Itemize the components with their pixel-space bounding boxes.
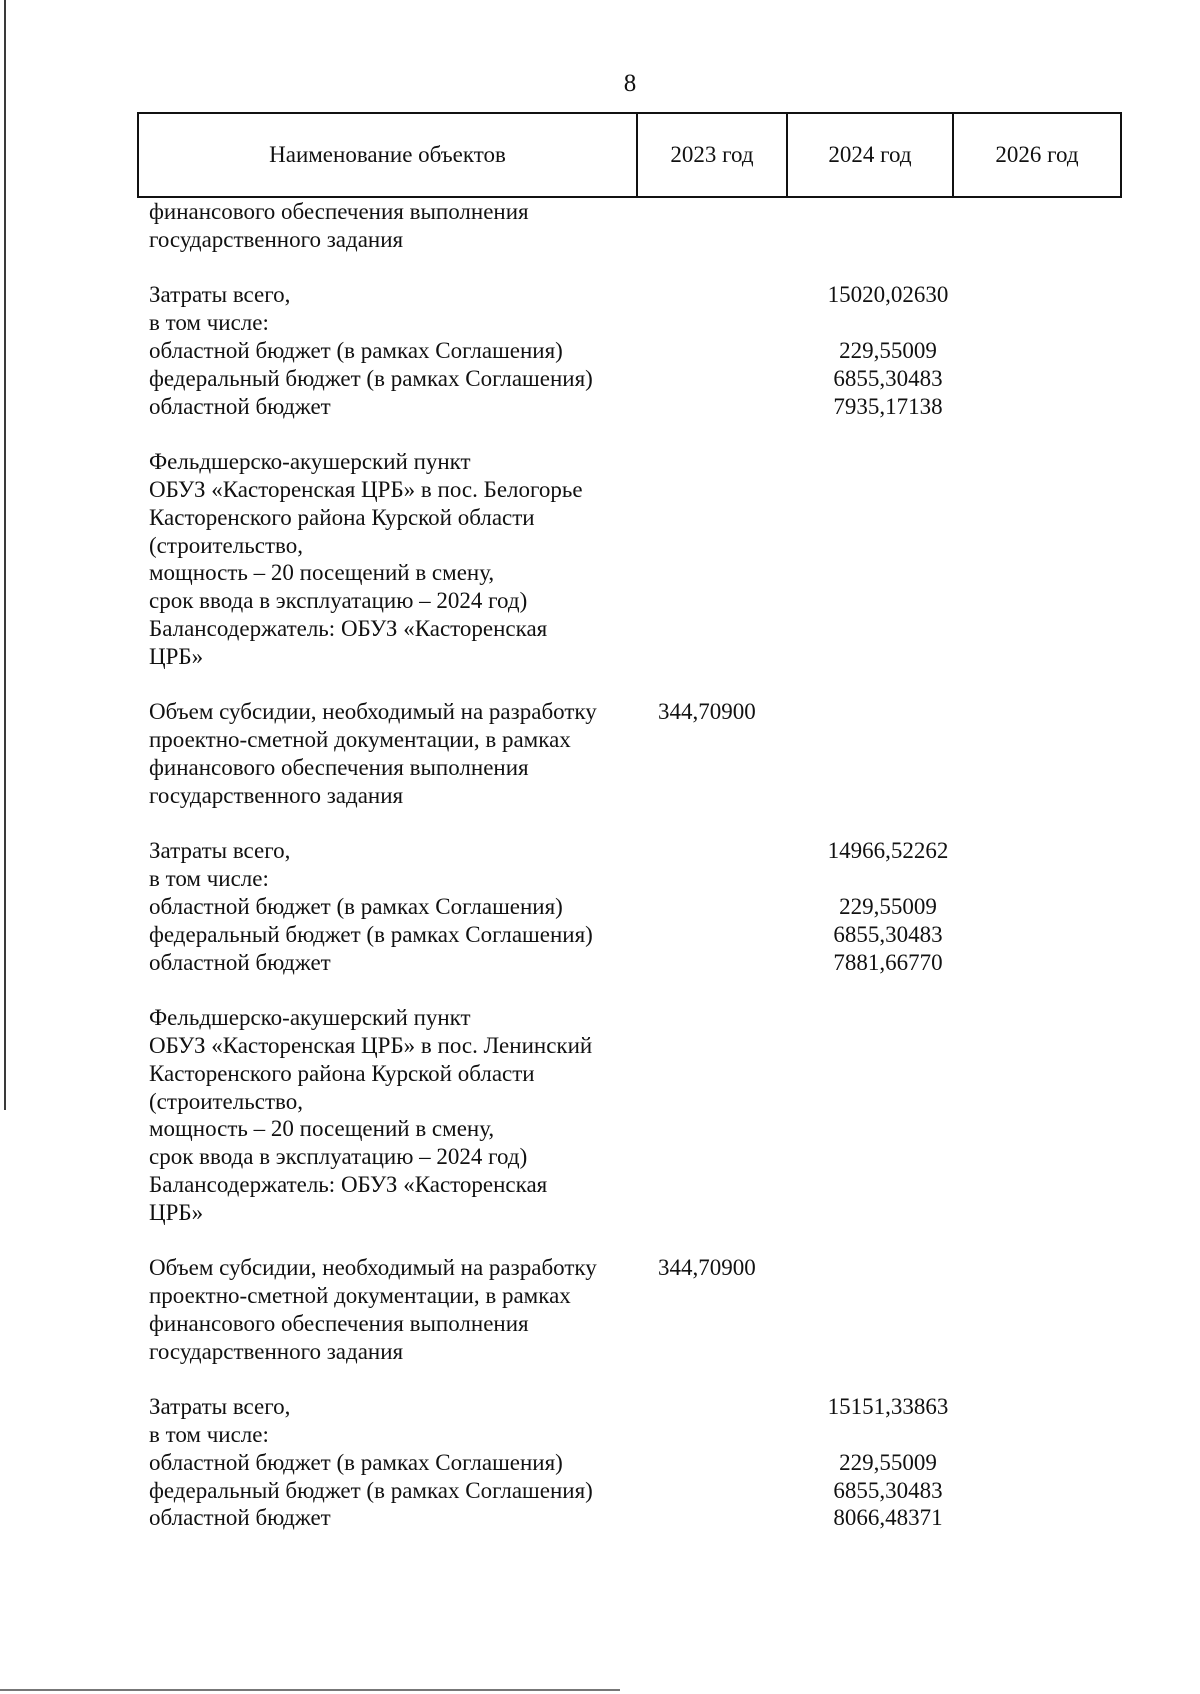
page-number: 8 (623, 70, 637, 97)
row-value-2023 (658, 643, 813, 671)
row-value-2024 (813, 1282, 963, 1310)
row-value-2026 (963, 921, 1109, 949)
row-spacer (149, 254, 1109, 282)
row-spacer (149, 976, 1109, 1004)
row-value-2023 (658, 1171, 813, 1199)
row-value-2023 (658, 393, 813, 421)
row-value-2024 (813, 1004, 963, 1032)
row-name-cell: ЦРБ» (149, 643, 204, 669)
row-value-2026 (963, 198, 1109, 226)
row-value-2026 (963, 1421, 1109, 1449)
row-value-2023 (658, 837, 813, 865)
row-value-2026 (963, 1338, 1109, 1366)
row-value-2024 (813, 865, 963, 893)
row-name-cell: проектно-сметной документации, в рамках (149, 1283, 571, 1309)
column-header-2026: 2026 год (995, 142, 1079, 167)
row-spacer (149, 671, 1109, 699)
row-value-2026 (963, 1115, 1109, 1143)
row-value-2024: 6855,30483 (833, 1477, 943, 1503)
row-value-2023 (658, 893, 813, 921)
table-row (149, 643, 1109, 671)
row-name-cell: областной бюджет (149, 949, 331, 975)
row-name-cell: в том числе: (149, 310, 269, 336)
table-row (149, 1115, 1109, 1143)
row-value-2023 (658, 226, 813, 254)
row-value-2024: 6855,30483 (833, 365, 943, 391)
row-value-2023 (658, 1393, 813, 1421)
table-row (149, 1088, 1109, 1116)
row-value-2026 (963, 865, 1109, 893)
row-value-2026 (963, 698, 1109, 726)
row-name-cell: Касторенского района Курской области (149, 1060, 535, 1086)
row-value-2023 (658, 1088, 813, 1116)
table-row (149, 1004, 1109, 1032)
row-value-2024: 7881,66770 (833, 949, 943, 975)
row-value-2024: 15020,02630 (827, 282, 949, 308)
row-value-2024 (813, 754, 963, 782)
row-value-2023 (658, 1310, 813, 1338)
row-name-cell: Объем субсидии, необходимый на разработку (149, 1255, 597, 1281)
row-value-2026 (963, 504, 1109, 532)
row-value-2026 (963, 949, 1109, 977)
row-value-2026 (963, 559, 1109, 587)
row-value-2024 (813, 782, 963, 810)
table-row (149, 1421, 1109, 1449)
row-name-cell: государственного задания (149, 226, 404, 252)
row-value-2026 (963, 532, 1109, 560)
table-row (149, 1310, 1109, 1338)
row-value-2024 (813, 309, 963, 337)
table-row (149, 1143, 1109, 1171)
row-value-2023 (658, 1199, 813, 1227)
column-header-2024: 2024 год (788, 114, 954, 196)
row-value-2024 (813, 198, 963, 226)
row-value-2024 (813, 1171, 963, 1199)
row-name-cell: областной бюджет (в рамках Соглашения) (149, 337, 563, 363)
row-value-2023 (658, 1143, 813, 1171)
row-value-2024 (813, 1088, 963, 1116)
row-value-2023 (658, 1060, 813, 1088)
row-value-2024 (813, 1143, 963, 1171)
row-value-2026 (963, 1199, 1109, 1227)
table-row (149, 1449, 1109, 1477)
row-name-cell: Касторенского района Курской области (149, 504, 535, 530)
row-value-2026 (963, 1254, 1109, 1282)
row-value-2026 (963, 337, 1109, 365)
row-value-2026 (963, 1171, 1109, 1199)
row-value-2023 (658, 1338, 813, 1366)
row-value-2024: 7935,17138 (833, 393, 943, 419)
table-row (149, 476, 1109, 504)
row-value-2023 (658, 504, 813, 532)
row-value-2024: 229,55009 (839, 337, 937, 363)
row-value-2026 (963, 365, 1109, 393)
row-name-cell: финансового обеспечения выполнения (149, 754, 529, 780)
row-value-2023 (658, 448, 813, 476)
table-row (149, 726, 1109, 754)
table-row (149, 226, 1109, 254)
row-value-2023 (658, 1421, 813, 1449)
row-name-cell: Затраты всего, (149, 282, 291, 308)
row-value-2026 (963, 1393, 1109, 1421)
row-value-2023 (658, 476, 813, 504)
row-value-2026 (963, 1477, 1109, 1505)
row-value-2026 (963, 726, 1109, 754)
scan-edge-bottom (0, 1689, 620, 1691)
row-value-2024 (813, 504, 963, 532)
row-value-2023 (658, 921, 813, 949)
row-value-2023 (658, 559, 813, 587)
row-name-cell: областной бюджет (149, 393, 331, 419)
row-name-cell: (строительство, (149, 1088, 303, 1114)
row-value-2024 (813, 1199, 963, 1227)
row-value-2024 (813, 1032, 963, 1060)
row-name-cell: областной бюджет (в рамках Соглашения) (149, 1449, 563, 1475)
row-name-cell: областной бюджет (149, 1505, 331, 1531)
row-value-2024: 15151,33863 (827, 1394, 949, 1420)
row-name-cell: финансового обеспечения выполнения (149, 199, 529, 224)
row-value-2024 (813, 587, 963, 615)
row-value-2026 (963, 1088, 1109, 1116)
row-value-2026 (963, 1143, 1109, 1171)
row-name-cell: финансового обеспечения выполнения (149, 1310, 529, 1336)
row-value-2024: 229,55009 (839, 893, 937, 919)
row-value-2023 (658, 754, 813, 782)
row-value-2023 (658, 1504, 813, 1532)
row-value-2024: 229,55009 (839, 1449, 937, 1475)
row-value-2026 (963, 837, 1109, 865)
table-row (149, 1393, 1109, 1421)
table-row (149, 198, 1109, 226)
table-row (149, 615, 1109, 643)
table-row (149, 1032, 1109, 1060)
row-value-2023 (658, 337, 813, 365)
table-row (149, 393, 1109, 421)
row-value-2023 (658, 1032, 813, 1060)
row-name-cell: государственного задания (149, 782, 404, 808)
row-name-cell: федеральный бюджет (в рамках Соглашения) (149, 921, 593, 947)
table-row (149, 865, 1109, 893)
table-row (149, 837, 1109, 865)
row-value-2024 (813, 615, 963, 643)
row-name-cell: ЦРБ» (149, 1199, 204, 1225)
row-value-2023 (658, 865, 813, 893)
row-spacer (149, 1365, 1109, 1393)
row-name-cell: Фельдшерско-акушерский пункт (149, 1005, 471, 1031)
row-spacer (149, 810, 1109, 838)
row-value-2024 (813, 1060, 963, 1088)
column-header-2023: 2023 год (638, 114, 788, 196)
row-value-2023: 344,70900 (658, 699, 756, 725)
row-value-2023 (658, 1115, 813, 1143)
table-row (149, 949, 1109, 977)
table-header (137, 112, 1122, 198)
row-value-2024 (813, 532, 963, 560)
row-value-2023 (658, 281, 813, 309)
row-value-2026 (963, 1504, 1109, 1532)
table-row (149, 893, 1109, 921)
row-value-2024 (813, 226, 963, 254)
row-value-2024 (813, 448, 963, 476)
row-value-2024 (813, 643, 963, 671)
table-row (149, 1282, 1109, 1310)
row-name-cell: в том числе: (149, 1422, 269, 1448)
table-row (149, 1338, 1109, 1366)
row-value-2023 (658, 1449, 813, 1477)
row-value-2026 (963, 1310, 1109, 1338)
row-name-cell: Объем субсидии, необходимый на разработку (149, 699, 597, 725)
row-value-2024 (813, 1338, 963, 1366)
row-value-2023 (658, 365, 813, 393)
row-value-2026 (963, 1060, 1109, 1088)
row-value-2024: 8066,48371 (833, 1505, 943, 1531)
row-value-2026 (963, 1032, 1109, 1060)
row-value-2026 (963, 448, 1109, 476)
row-name-cell: (строительство, (149, 532, 303, 558)
table-body (149, 198, 1109, 1532)
table-row (149, 698, 1109, 726)
row-value-2023 (658, 615, 813, 643)
table-row (149, 309, 1109, 337)
row-value-2023 (658, 1477, 813, 1505)
table-row (149, 1504, 1109, 1532)
table-row (149, 754, 1109, 782)
row-value-2026 (963, 587, 1109, 615)
row-name-cell: Фельдшерско-акушерский пункт (149, 449, 471, 475)
column-header-name: Наименование объектов (139, 114, 638, 196)
table-row (149, 1171, 1109, 1199)
table-row (149, 1060, 1109, 1088)
row-name-cell: срок ввода в эксплуатацию – 2024 год) (149, 588, 528, 614)
row-value-2023 (658, 782, 813, 810)
row-name-cell: Балансодержатель: ОБУЗ «Касторенская (149, 615, 548, 641)
row-value-2026 (963, 1282, 1109, 1310)
row-value-2026 (963, 782, 1109, 810)
row-value-2024 (813, 559, 963, 587)
row-name-cell: проектно-сметной документации, в рамках (149, 727, 571, 753)
table-row (149, 365, 1109, 393)
row-name-cell: ОБУЗ «Касторенская ЦРБ» в пос. Ленинский (149, 1032, 593, 1058)
table-row (149, 281, 1109, 309)
row-value-2023 (658, 198, 813, 226)
row-value-2023: 344,70900 (658, 1255, 756, 1281)
row-name-cell: мощность – 20 посещений в смену, (149, 1116, 495, 1142)
row-value-2024 (813, 476, 963, 504)
row-name-cell: федеральный бюджет (в рамках Соглашения) (149, 365, 593, 391)
row-value-2026 (963, 754, 1109, 782)
row-value-2024 (813, 1421, 963, 1449)
table-row (149, 559, 1109, 587)
row-name-cell: ОБУЗ «Касторенская ЦРБ» в пос. Белогорье (149, 476, 583, 502)
table-row (149, 448, 1109, 476)
table-row (149, 782, 1109, 810)
row-value-2024: 14966,52262 (827, 838, 949, 864)
row-name-cell: федеральный бюджет (в рамках Соглашения) (149, 1477, 593, 1503)
row-value-2024 (813, 698, 963, 726)
row-value-2024: 6855,30483 (833, 921, 943, 947)
row-value-2026 (963, 615, 1109, 643)
row-name-cell: Затраты всего, (149, 838, 291, 864)
row-value-2026 (963, 1004, 1109, 1032)
row-value-2023 (658, 532, 813, 560)
table-row (149, 504, 1109, 532)
row-value-2026 (963, 393, 1109, 421)
row-value-2026 (963, 281, 1109, 309)
row-value-2026 (963, 226, 1109, 254)
table-row (149, 587, 1109, 615)
row-name-cell: государственного задания (149, 1338, 404, 1364)
scan-edge-left (4, 0, 6, 1110)
row-name-cell: Затраты всего, (149, 1394, 291, 1420)
row-value-2023 (658, 726, 813, 754)
row-value-2026 (963, 476, 1109, 504)
row-value-2024 (813, 1115, 963, 1143)
row-value-2026 (963, 643, 1109, 671)
row-name-cell: срок ввода в эксплуатацию – 2024 год) (149, 1144, 528, 1170)
row-value-2026 (963, 309, 1109, 337)
row-value-2024 (813, 1254, 963, 1282)
row-name-cell: в том числе: (149, 866, 269, 892)
row-value-2024 (813, 1310, 963, 1338)
row-value-2023 (658, 1282, 813, 1310)
row-value-2026 (963, 893, 1109, 921)
table-row (149, 532, 1109, 560)
row-name-cell: мощность – 20 посещений в смену, (149, 560, 495, 586)
row-value-2023 (658, 1004, 813, 1032)
row-name-cell: областной бюджет (в рамках Соглашения) (149, 893, 563, 919)
table-row (149, 1199, 1109, 1227)
table-row (149, 921, 1109, 949)
row-value-2023 (658, 587, 813, 615)
row-spacer (149, 420, 1109, 448)
row-spacer (149, 1226, 1109, 1254)
row-value-2023 (658, 309, 813, 337)
table-row (149, 1254, 1109, 1282)
table-row (149, 337, 1109, 365)
row-value-2024 (813, 726, 963, 754)
row-name-cell: Балансодержатель: ОБУЗ «Касторенская (149, 1171, 548, 1197)
row-value-2026 (963, 1449, 1109, 1477)
row-value-2023 (658, 949, 813, 977)
table-row (149, 1477, 1109, 1505)
